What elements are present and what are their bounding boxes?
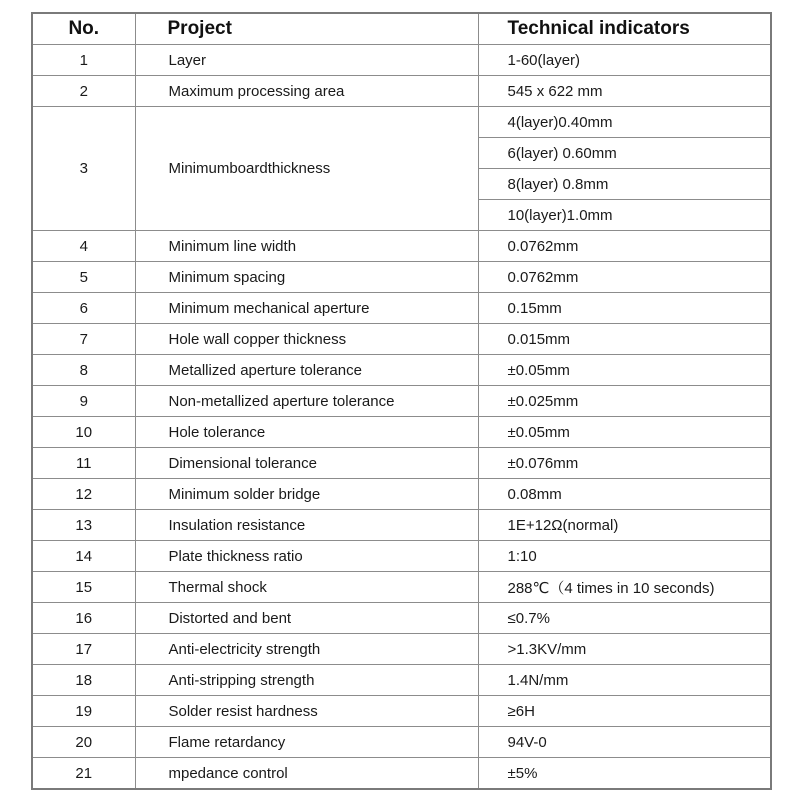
table-row: [32, 541, 771, 572]
row-number: 7: [32, 324, 135, 355]
header-no: No.: [32, 13, 135, 45]
row-value: 94V-0: [478, 727, 771, 758]
row-project: Insulation resistance: [135, 510, 478, 541]
row-project: Non-metallized aperture tolerance: [135, 386, 478, 417]
table-row: [32, 696, 771, 727]
row-project: Flame retardancy: [135, 727, 478, 758]
row-project: Minimum solder bridge: [135, 479, 478, 510]
header-technical-indicators: Technical indicators: [478, 13, 771, 45]
row-value: 6(layer) 0.60mm: [478, 138, 771, 169]
row-value: ±0.025mm: [478, 386, 771, 417]
row-value: ≤0.7%: [478, 603, 771, 634]
row-project: Distorted and bent: [135, 603, 478, 634]
table-row: [32, 665, 771, 696]
row-number: 9: [32, 386, 135, 417]
row-number: 16: [32, 603, 135, 634]
row-number: 17: [32, 634, 135, 665]
row-number: 5: [32, 262, 135, 293]
row-number: 18: [32, 665, 135, 696]
header-row: [32, 13, 771, 45]
row-value: 0.15mm: [478, 293, 771, 324]
row-value: 0.0762mm: [478, 231, 771, 262]
row-number: 15: [32, 572, 135, 603]
row-number: 20: [32, 727, 135, 758]
table-row: [32, 107, 771, 138]
table-row: [32, 758, 771, 790]
table-row: [32, 510, 771, 541]
table-row: [32, 727, 771, 758]
table-row: [32, 293, 771, 324]
row-number: 3: [32, 107, 135, 231]
table-row: [32, 262, 771, 293]
row-value: 1:10: [478, 541, 771, 572]
row-project: Anti-electricity strength: [135, 634, 478, 665]
row-number: 10: [32, 417, 135, 448]
row-project: Metallized aperture tolerance: [135, 355, 478, 386]
row-project: Layer: [135, 45, 478, 76]
table-row: [32, 76, 771, 107]
table-row: [32, 603, 771, 634]
row-number: 11: [32, 448, 135, 479]
row-value: 10(layer)1.0mm: [478, 200, 771, 231]
row-number: 6: [32, 293, 135, 324]
row-project: Anti-stripping strength: [135, 665, 478, 696]
row-value: >1.3KV/mm: [478, 634, 771, 665]
row-value: ±0.076mm: [478, 448, 771, 479]
row-number: 12: [32, 479, 135, 510]
row-value: ≥6H: [478, 696, 771, 727]
table-row: [32, 479, 771, 510]
row-value: 1E+12Ω(normal): [478, 510, 771, 541]
row-project: Solder resist hardness: [135, 696, 478, 727]
header-project: Project: [135, 13, 478, 45]
row-project: Hole tolerance: [135, 417, 478, 448]
table-row: [32, 634, 771, 665]
row-project: Hole wall copper thickness: [135, 324, 478, 355]
row-project: Minimum mechanical aperture: [135, 293, 478, 324]
row-value: 288℃（4 times in 10 seconds): [478, 572, 771, 603]
row-project: mpedance control: [135, 758, 478, 790]
row-project: Dimensional tolerance: [135, 448, 478, 479]
row-value: ±0.05mm: [478, 417, 771, 448]
row-project: Minimumboardthickness: [135, 107, 478, 231]
row-value: 4(layer)0.40mm: [478, 107, 771, 138]
row-number: 19: [32, 696, 135, 727]
table-row: [32, 572, 771, 603]
row-number: 13: [32, 510, 135, 541]
row-project: Plate thickness ratio: [135, 541, 478, 572]
table-body: [32, 45, 771, 790]
row-value: 545 x 622 mm: [478, 76, 771, 107]
row-number: 1: [32, 45, 135, 76]
table-row: [32, 324, 771, 355]
row-number: 14: [32, 541, 135, 572]
row-value: 0.0762mm: [478, 262, 771, 293]
table-row: [32, 355, 771, 386]
row-project: Thermal shock: [135, 572, 478, 603]
table-header: [32, 13, 771, 45]
technical-spec-table: [31, 12, 772, 790]
table-row: [32, 231, 771, 262]
table-row: [32, 386, 771, 417]
row-value: 0.08mm: [478, 479, 771, 510]
row-value: 8(layer) 0.8mm: [478, 169, 771, 200]
row-number: 2: [32, 76, 135, 107]
row-value: 1.4N/mm: [478, 665, 771, 696]
row-number: 4: [32, 231, 135, 262]
table-row: [32, 448, 771, 479]
row-project: Minimum line width: [135, 231, 478, 262]
row-value: 0.015mm: [478, 324, 771, 355]
row-project: Minimum spacing: [135, 262, 478, 293]
table-row: [32, 45, 771, 76]
row-value: 1-60(layer): [478, 45, 771, 76]
row-number: 21: [32, 758, 135, 790]
row-value: ±0.05mm: [478, 355, 771, 386]
row-number: 8: [32, 355, 135, 386]
table-row: [32, 417, 771, 448]
row-value: ±5%: [478, 758, 771, 790]
row-project: Maximum processing area: [135, 76, 478, 107]
